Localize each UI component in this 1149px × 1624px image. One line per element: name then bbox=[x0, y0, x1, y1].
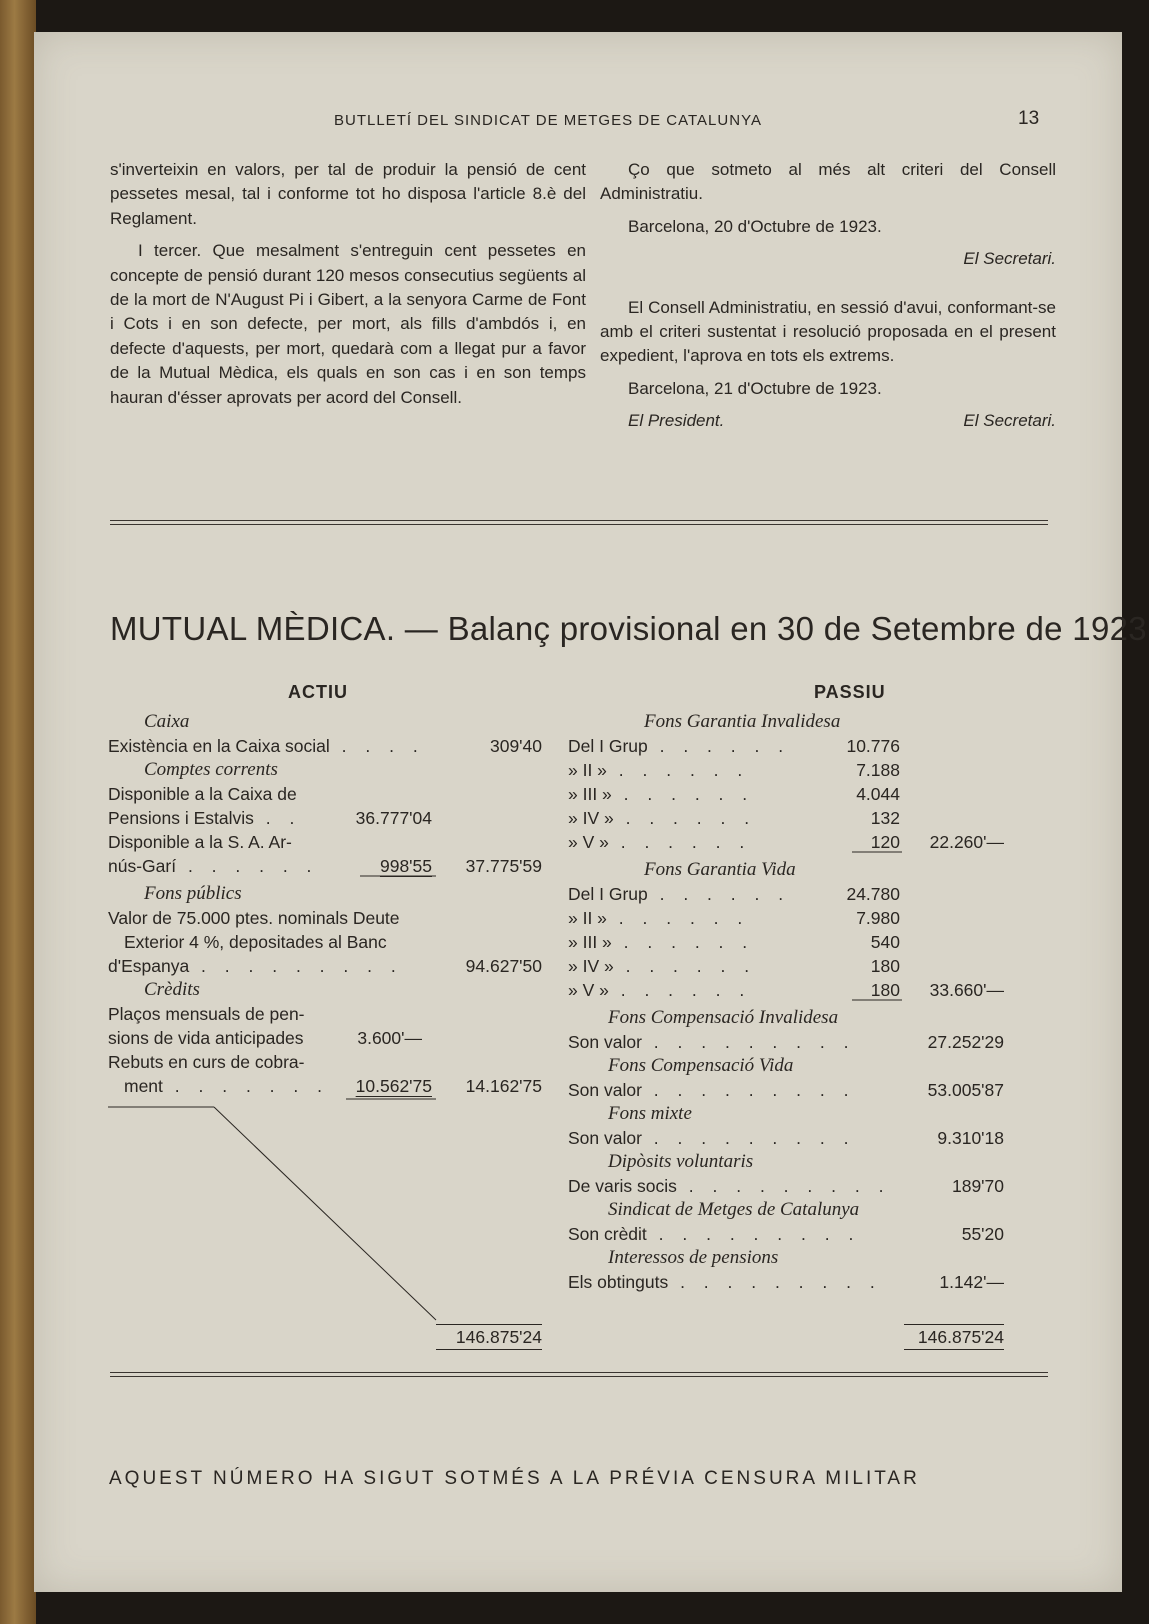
right-paragraph-1: Ço que sotmeto al més alt criteri del Consell Administratiu. bbox=[600, 160, 1056, 204]
passiu-item-heading: Fons Compensació Vida bbox=[608, 1055, 794, 1076]
caixa-line: Existència en la Caixa social . . . . bbox=[108, 736, 425, 756]
fons-line-a: Valor de 75.000 ptes. nominals Deute bbox=[108, 908, 400, 928]
disp2-line-b: nús-Garí . . . . . . bbox=[108, 856, 319, 876]
passiu-item-heading: Fons Compensació Invalidesa bbox=[608, 1007, 839, 1028]
passiu-total: 146.875'24 bbox=[904, 1324, 1004, 1350]
fgi-row-value: 132 bbox=[870, 808, 900, 828]
disp2-value: 998'55 bbox=[379, 856, 432, 876]
fgv-row-label: » III » . . . . . . bbox=[568, 932, 755, 952]
fgv-row-label: Del I Grup . . . . . . bbox=[568, 884, 791, 904]
disp1-line-b: Pensions i Estalvis . . bbox=[108, 808, 302, 828]
credits-heading: Crèdits bbox=[144, 979, 200, 1000]
passiu-item-value: 55'20 bbox=[961, 1224, 1004, 1244]
divider-bottom-2 bbox=[110, 1376, 1048, 1377]
left-paragraph-1: s'inverteixin en valors, per tal de produir la pensió de cent pessetes mesal, tal i conforme tot ho disposa l'article 8.è del Reglament. bbox=[110, 160, 586, 228]
fgi-row-value: 4.044 bbox=[856, 784, 900, 804]
fgv-row-label: » V » . . . . . . bbox=[568, 980, 752, 1000]
credits-total: 14.162'75 bbox=[465, 1076, 542, 1096]
rebuts-line-b: ment . . . . . . . bbox=[124, 1076, 329, 1096]
caixa-value: 309'40 bbox=[489, 736, 542, 756]
fgi-row-label: » V » . . . . . . bbox=[568, 832, 752, 852]
passiu-item-value: 1.142'— bbox=[939, 1272, 1004, 1292]
comptes-total: 37.775'59 bbox=[465, 856, 542, 876]
fgi-row-label: Del I Grup . . . . . . bbox=[568, 736, 791, 756]
fgv-row-label: » II » . . . . . . bbox=[568, 908, 750, 928]
disp1-line-a: Disponible a la Caixa de bbox=[108, 784, 297, 804]
passiu-item-label: Son crèdit . . . . . . . . . bbox=[568, 1224, 861, 1244]
fgv-heading: Fons Garantia Vida bbox=[644, 859, 796, 880]
passiu-item-heading: Dipòsits voluntaris bbox=[608, 1151, 754, 1172]
signature-secretary-2: El Secretari. bbox=[963, 411, 1056, 431]
fons-publics-heading: Fons públics bbox=[144, 883, 242, 904]
passiu-item-value: 9.310'18 bbox=[937, 1128, 1004, 1148]
fgi-row-label: » II » . . . . . . bbox=[568, 760, 750, 780]
fgi-row-label: » IV » . . . . . . bbox=[568, 808, 757, 828]
fons-value: 94.627'50 bbox=[465, 956, 542, 976]
passiu-item-label: Son valor . . . . . . . . . bbox=[568, 1128, 856, 1148]
rebuts-value: 10.562'75 bbox=[355, 1076, 432, 1096]
passiu-heading: PASSIU bbox=[814, 682, 886, 702]
passiu-item-value: 27.252'29 bbox=[927, 1032, 1004, 1052]
fgi-row-value: 7.188 bbox=[856, 760, 900, 780]
passiu-item-label: Son valor . . . . . . . . . bbox=[568, 1032, 856, 1052]
balance-rules bbox=[34, 32, 1122, 1592]
balance-title: MUTUAL MÈDICA. — Balanç provisional en 30 de Setembre de 1923 bbox=[110, 610, 1147, 647]
passiu-item-label: Son valor . . . . . . . . . bbox=[568, 1080, 856, 1100]
fgi-row-value: 120 bbox=[870, 832, 900, 852]
disp2-line-a: Disponible a la S. A. Ar- bbox=[108, 832, 292, 852]
censorship-footer: AQUEST NÚMERO HA SIGUT SOTMÉS A LA PRÉVIA CENSURA MILITAR bbox=[109, 1468, 920, 1489]
fons-line-c: d'Espanya . . . . . . . . . bbox=[108, 956, 403, 976]
actiu-total: 146.875'24 bbox=[436, 1324, 542, 1350]
document-page bbox=[34, 32, 1147, 1592]
passiu-item-label: Els obtinguts . . . . . . . . . bbox=[568, 1272, 882, 1292]
passiu-item-label: De varis socis . . . . . . . . . bbox=[568, 1176, 891, 1196]
passiu-item-heading: Fons mixte bbox=[608, 1103, 692, 1124]
diagonal-rule bbox=[214, 1107, 436, 1320]
fgv-row-value: 7.980 bbox=[856, 908, 900, 928]
right-paragraph-2: El Consell Administratiu, en sessió d'avui, conformant-se amb el criteri sustentat i resolució proposada en el present expedient, l'aprova en tots els extrems. bbox=[600, 297, 1056, 366]
comptes-heading: Comptes corrents bbox=[144, 759, 278, 780]
rebuts-line-a: Rebuts en curs de cobra- bbox=[108, 1052, 305, 1072]
fgv-total: 33.660'— bbox=[929, 980, 1004, 1000]
passiu-item-value: 53.005'87 bbox=[927, 1080, 1004, 1100]
passiu-item-heading: Sindicat de Metges de Catalunya bbox=[608, 1199, 860, 1220]
fgi-heading: Fons Garantia Invalidesa bbox=[644, 711, 841, 732]
running-header: BUTLLETÍ DEL SINDICAT DE METGES DE CATALUNYA bbox=[334, 112, 762, 129]
page-number: 13 bbox=[1018, 108, 1040, 129]
caixa-heading: Caixa bbox=[144, 711, 190, 732]
placos-value: 3.600'— bbox=[357, 1028, 422, 1048]
fgv-row-value: 24.780 bbox=[846, 884, 900, 904]
divider-bottom-1 bbox=[110, 1372, 1048, 1373]
fgi-row-value: 10.776 bbox=[846, 736, 900, 756]
date-line-1: Barcelona, 20 d'Octubre de 1923. bbox=[628, 216, 882, 236]
left-paragraph-2: I tercer. Que mesalment s'entreguin cent pessetes en concepte de pensió durant 120 mesos consecutius següents al de la mort de N'August Pi i Gibert, a la senyora Carme de Font i Cots i en son defecte, per mort, als fills d'ambdós i, en defecte d'aquests, per mort, quedarà com a llegat pur a favor de la Mutual Mèdica, els quals en son cas i en son temps hauran d'ésser aprovats per acord del Consell. bbox=[110, 241, 586, 407]
signature-president: El President. bbox=[628, 411, 725, 431]
fgi-row-label: » III » . . . . . . bbox=[568, 784, 755, 804]
fgv-row-value: 540 bbox=[870, 932, 900, 952]
fgi-total: 22.260'— bbox=[929, 832, 1004, 852]
signature-secretary-1: El Secretari. bbox=[963, 249, 1056, 269]
fgv-row-value: 180 bbox=[870, 980, 900, 1000]
fons-line-b: Exterior 4 %, depositades al Banc bbox=[124, 932, 387, 952]
passiu-item-heading: Interessos de pensions bbox=[608, 1247, 779, 1268]
fgv-row-value: 180 bbox=[870, 956, 900, 976]
date-line-2: Barcelona, 21 d'Octubre de 1923. bbox=[628, 378, 882, 398]
actiu-heading: ACTIU bbox=[288, 682, 348, 702]
fgv-row-label: » IV » . . . . . . bbox=[568, 956, 757, 976]
placos-line-a: Plaços mensuals de pen- bbox=[108, 1004, 305, 1024]
passiu-item-value: 189'70 bbox=[951, 1176, 1004, 1196]
placos-line-b: sions de vida anticipades bbox=[108, 1028, 304, 1048]
disp1-value: 36.777'04 bbox=[355, 808, 432, 828]
book-binding bbox=[0, 0, 36, 1624]
